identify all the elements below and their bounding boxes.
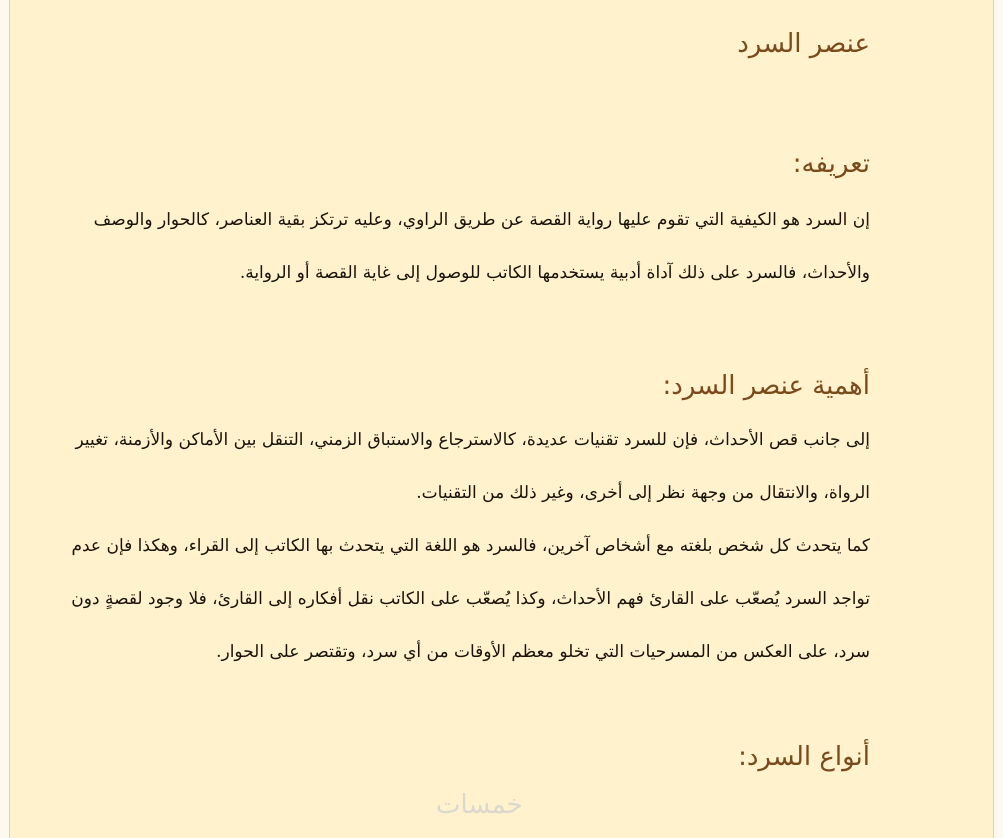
definition-heading: تعريفه: — [792, 149, 870, 179]
types-heading: أنواع السرد: — [738, 742, 870, 772]
khamsat-watermark: خمسات — [436, 790, 523, 820]
importance-paragraph-1: إلى جانب قص الأحداث، فإن للسرد تقنيات عديدة، كالاسترجاع والاستباق الزمني، التنقل بين الأماكن والأزمنة، تغيير الرواة، والانتقال من وجهة نظر إلى أخرى، وغير ذلك من التقنيات. — [75, 430, 870, 503]
right-margin — [993, 0, 1003, 838]
importance-paragraph-2: كما يتحدث كل شخص بلغته مع أشخاص آخرين، فالسرد هو اللغة التي يتحدث بها الكاتب إلى القراء، وهكذا فإن عدم تواجد السرد يُصعّب على القارئ فهم الأحداث، وكذا يُصعّب على الكاتب نقل أفكاره إلى القارئ، فلا وجود لقصةٍ دون سرد، على العكس من المسرحيات التي تخلو معظم الأوقات من أي سرد، وتقتصر على الحوار. — [71, 536, 870, 662]
left-margin — [0, 0, 10, 838]
document-title: عنصر السرد — [737, 29, 870, 59]
importance-heading: أهمية عنصر السرد: — [662, 371, 870, 401]
definition-paragraph: إن السرد هو الكيفية التي تقوم عليها رواية القصة عن طريق الراوي، وعليه ترتكز بقية العناصر، كالحوار والوصف والأحداث، فالسرد على ذلك آداة أدبية يستخدمها الكاتب للوصول إلى غاية القصة أو الرواية. — [93, 210, 870, 283]
document-page — [10, 0, 994, 838]
